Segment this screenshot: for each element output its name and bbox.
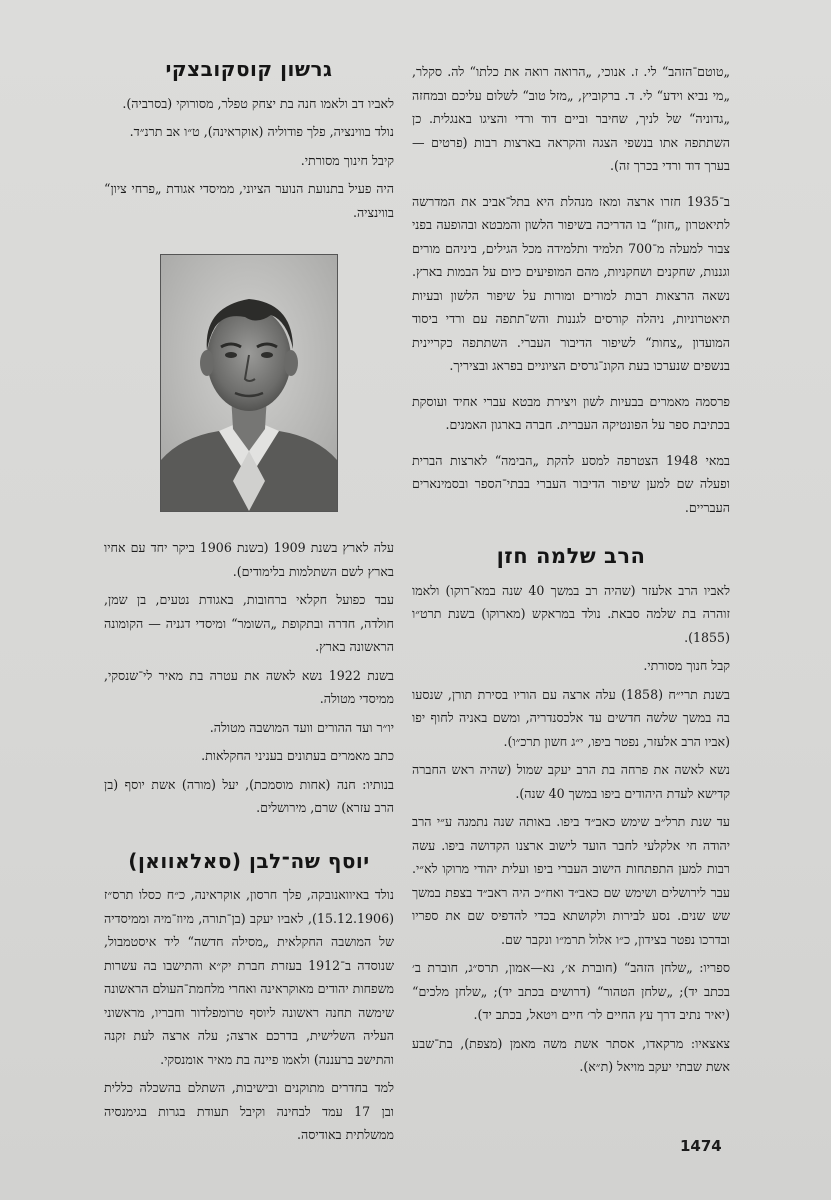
paragraph-1948: במאי 1948 הצטרפה למסע להקת „הבימה“ לארצות הברית ופעלה שם למען שיפור הדיבור העברי בבתי־הספר ובסמינארים העבריים. (412, 452, 730, 515)
chazan-marriage: נשא לאשה את פרחה בת הרב יעקב שמול (שהיה ראש החברה קדישא לעדת היהודים ביפו במשך 40 שנה). (412, 762, 730, 801)
shelavan-birth: נולד באיוואנובקה, פלך חרסון, אוקראינה, כ״ח כסלו תרס״ז (15.12.1906), לאביו יעקב (בן־תורה, מיוז־מיה וממיסדיה של המושבה החקלאית „מסילה חדשה“ ליד איסטמבול, שנוסדה ב־1912 בעזרת חברת יק״א והתישבו בה עשרות משפחות יהודים מאוקראינה ואחרי מלחמת־העולם הראשונה שימשה תחנה ראשונה ליוסף טרומפלדור וחבריו, מראשוני העליה השלישית, בדרכם ארצה; עלה ארצה לעת זקנה והתישב ברעננה) ולאמו פיינה בת מאיר אומנסקי. (103, 887, 395, 1067)
heading-shlomo-chazan: הרב שלמה חזן (496, 544, 646, 568)
kuskovitzky-education: קיבל חינוך מסורתי. (300, 152, 394, 168)
paragraph-1935: ב־1935 חזרו ארצה ומאז מנהלת היא בתל־אביב את המדרשה לתיאטרון „חזון“ בו הדריכה בשיפור הלשון והמבטא ובהופעה בפני צבור למעלה מ־700 תלמיד ותלמידה מכל הגילים, ביניהם מורים וגננות, שחקנים ושחקניות, מהם המופיעים כיום על הבמות בארץ. נשאה הרצאות רבות למורים ומורות על שיפור הלשון ובעיות תיאטרוניות, ניהלה קורסים לגננות והש־תתפה עם ורדי ביסוד המועדון „צחות“ לשיפור הדיבור העברי. השתתפה כקריינית בנשפים שנערכו בעת הקונ־גרסים הציוניים בפראג ובציריך. (412, 193, 730, 373)
chazan-parents: לאביו הרב אלעזר (שהיה רב במשך 40 שנה במא־רוקו) ולאמו זוהרה בת שלמה סבאת. נולד במראקש (מארוקו) בשנת תרט״ו (1855). (412, 582, 730, 645)
paragraph-publications: פרסמה מאמרים בבעיות לשון ויצירת מבטא עברי אחיד ועוסקת בכתיבת ספר על הפונטיקה העברית. חברה בארגון האמנים. (412, 393, 730, 432)
kuskovitzky-aliya: עלה לארץ בשנת 1909 (בשנת 1906 ביקר יחד עם אחיו בארץ לשם השתלמות בלימודים). (104, 540, 394, 579)
kuskovitzky-work: עבד כפועל חקלאי ברחובות, באגודת נטעים, בן שמן, חולדה, חדרה ובתקופת „השומר“ ומיסדי דגניה — הקומונה הראשונה בארץ. (104, 592, 394, 654)
kuskovitzky-parents: לאביו דב ולאמו חנה בת יצחק טפלר, מסורוקי (בסרביה). (122, 95, 394, 111)
kuskovitzky-marriage: בשנת 1922 נשא לאשה את עטרה בת מאיר לי־שנסקי, ממיסדי מטולה. (104, 667, 394, 706)
chazan-education: קבל חנוך מסורתי. (643, 658, 730, 673)
portrait-image (161, 255, 337, 511)
heading-yosef-shelavan: יוסף שה־לבן (סאלאוואן) (128, 848, 370, 873)
paragraph-plays: „טוטם־הזהב“ לי. ז. אנוכי, „הרואה רואה את כלתו“ לה. סקלר, „מי נביא וידע“ לי. ד. ברקוביץ, „מזל טוב“ לשלום עליכם ובמחזה „גדוניה“ של לניך, שחיבר וביים דוד ורדי והציגו באנגלית. כן השתתפה אתו בנשפי הצגה והקראה בארצות רבות (פרטים — בערך דוד ורדי בכרך זה). (412, 64, 730, 173)
heading-gershon-kuskovitzky: גרשון קוסקובצקי (165, 57, 333, 81)
chazan-books: ספריו: „שלחן הזהב“ (חוברת א׳, נא—אמון, תרס״ג, חוברת ב׳ בכתב יד); „שלחן הטהור“ (דרושים בכתב יד); „שלחן מלכים“ (יאיר נתיב דרך עץ החיים לר׳ חיים ויטאל, בכתב יד). (412, 960, 730, 1022)
kuskovitzky-daughters: בנותיו: חנה (אחות מוסמכת), יעל (מורה) אשת יוסף (בן הרב עזרא) שרם, מירושלים. (104, 776, 394, 815)
kuskovitzky-birth: נולד בווינציה, פלך פודוליה (אוקראינה), ט״ו אב תרנ״ד. (129, 124, 394, 139)
kuskovitzky-articles: כתב מאמרים בעתונים בעניני החקלאות. (201, 748, 394, 763)
left-column (104, 58, 394, 1152)
kuskovitzky-committee: יו״ר ועד ההורים וועד המושבה מטולה. (209, 719, 394, 735)
page-number: 1474 (680, 1137, 722, 1155)
shelavan-education: למד בחדרים מתוקנים ובישיבות, השתלם בהשכלה כללית ובן 17 עמד לבחינה וקיבל תעודת בגרות בגימנסיה ממשלתית באודיסה. (104, 1080, 394, 1142)
portrait-photo (160, 254, 338, 512)
kuskovitzky-activity: היה פעיל בתנועת הנוער הציוני, ממיסדי אגודת „פרחי ציון“ בווינציה. (104, 181, 394, 220)
right-column (412, 60, 730, 1084)
chazan-aliya: בשנת תרי״ח (1858) עלה ארצה עם הוריו בסירת תורן, שנסעו בה במשך שלשה חדשים עד אלכסנדריה, ומשם באניה לחוף יפו (אביו הרב אלעזר, נפטר ביפו, י״ג חשון תרכ״ו). (412, 686, 730, 749)
chazan-career: עד שנת תרל״ב שימש כאב״ד ביפו. באותה שנה נתמנה ע״י הרב יהודה חי אלקלעי לחבר הועד לישוב ארצנו הקדושה ביפו. עשה רבות למען התפתחות הישוב העברי ביפו ועלית יהודי מרוקו לא״י. עבר לירושלים ושימש שם כאב״ד ואח״כ היה ראב״ד בצפת במשך שש שנים. נסע לבירות ולקושתא בכדי להדפיס שם את ספריו ובדרכו נפטר בצידון, כ״ו אלול תרמ״ו ונקבר שם. (412, 814, 730, 947)
chazan-descendants: צאצאיו: מרקאדו, אסתר אשת משה מאמן (מצפת), בת־שבע אשת שבתי יעקב מויאל (ת״א). (412, 1035, 730, 1074)
